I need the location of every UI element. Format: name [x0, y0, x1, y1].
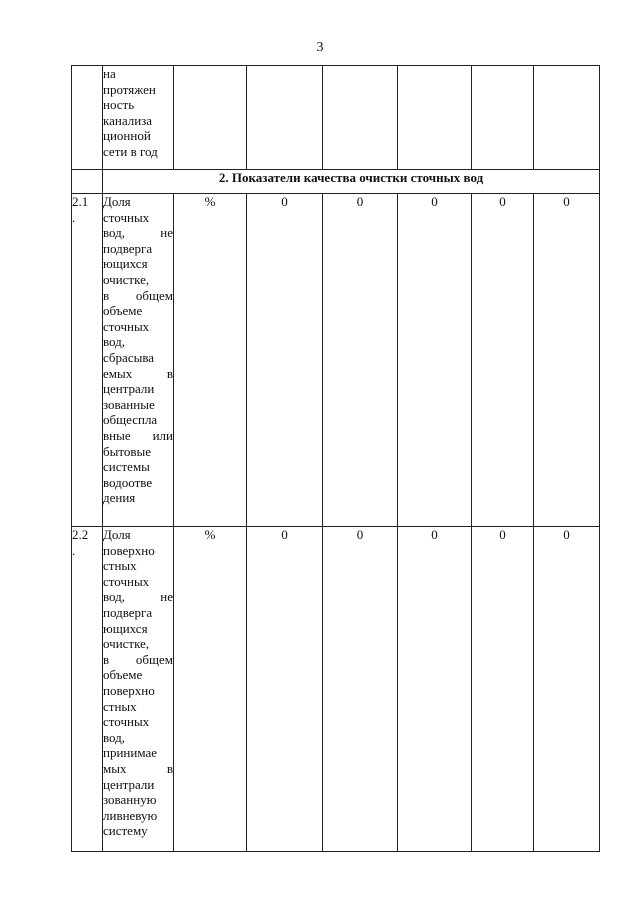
desc-line: бытовые	[103, 443, 152, 459]
unit-cell: %	[174, 527, 247, 852]
table-row-2-2	[72, 527, 600, 852]
row-number-text: 2.1 .	[72, 194, 89, 225]
desc-line: Доля	[103, 194, 131, 209]
desc-line: водоотве	[103, 474, 153, 490]
value-cell: 0	[534, 194, 600, 527]
desc-line: поверхно	[103, 682, 155, 698]
desc-line: подверга	[103, 604, 153, 620]
value-cell: 0	[247, 527, 323, 852]
top-row-desc-cell	[103, 66, 174, 170]
value-cell: 0	[472, 527, 534, 852]
top-row-unit-cell	[174, 66, 247, 170]
desc-line: сточных	[103, 318, 150, 334]
desc-line: зованную	[103, 792, 157, 808]
desc-line: в общем	[103, 287, 173, 303]
section-num-cell	[72, 170, 103, 194]
value-cell: 0	[247, 194, 323, 527]
desc-line: мых в	[103, 760, 173, 776]
value-cell: 0	[323, 194, 398, 527]
desc-line: на	[103, 66, 116, 81]
desc-line: сбрасыва	[103, 349, 155, 365]
row-number	[72, 527, 103, 852]
desc-line: очистке,	[103, 636, 150, 652]
desc-line: вод,	[103, 729, 126, 745]
desc-line: сточных	[103, 714, 150, 730]
desc-line: ливневую	[103, 807, 158, 823]
top-row-num-cell	[72, 66, 103, 170]
desc-line: ционной	[103, 128, 151, 144]
value-cell: 0	[472, 194, 534, 527]
desc-line: централи	[103, 381, 155, 397]
indicators-table	[71, 65, 600, 852]
top-row-value-cell	[472, 66, 534, 170]
desc-line: объеме	[103, 667, 143, 683]
desc-line: вные или	[103, 427, 173, 443]
desc-line: зованные	[103, 396, 155, 412]
desc-line: сточных	[103, 209, 150, 225]
page-number: 3	[316, 40, 324, 55]
desc-line: стных	[103, 558, 137, 574]
desc-line: канализа	[103, 112, 153, 128]
desc-line: принимае	[103, 745, 158, 761]
section-title: 2. Показатели качества очистки сточных вод	[103, 170, 600, 194]
desc-line: ющихся	[103, 620, 148, 636]
desc-line: централи	[103, 776, 155, 792]
top-row-value-cell	[398, 66, 472, 170]
desc-line: сточных	[103, 573, 150, 589]
value-cell: 0	[398, 194, 472, 527]
desc-line: системы	[103, 459, 150, 475]
desc-line: общеспла	[103, 412, 158, 428]
desc-line: стных	[103, 698, 137, 714]
top-row-value-cell	[534, 66, 600, 170]
top-row-value-cell	[323, 66, 398, 170]
desc-line: поверхно	[103, 542, 155, 558]
desc-line: систему	[103, 823, 148, 839]
desc-line: очистке,	[103, 271, 150, 287]
desc-line: подверга	[103, 240, 153, 256]
row-number-text: 2.2 .	[72, 527, 89, 558]
value-cell: 0	[323, 527, 398, 852]
desc-line: вод,	[103, 334, 126, 350]
desc-line: ющихся	[103, 256, 148, 272]
desc-line: дения	[103, 490, 136, 506]
desc-line: Доля	[103, 527, 131, 542]
table-row-top	[72, 66, 600, 170]
desc-line: в общем	[103, 651, 173, 667]
top-row-value-cell	[247, 66, 323, 170]
section-header-row	[72, 170, 600, 194]
row-number	[72, 194, 103, 527]
desc-line: ность	[103, 97, 135, 113]
desc-line: сети в год	[103, 143, 158, 159]
row-description	[103, 194, 174, 527]
unit-cell: %	[174, 194, 247, 527]
desc-line: объеме	[103, 303, 143, 319]
desc-line: вод, не	[103, 589, 173, 605]
value-cell: 0	[398, 527, 472, 852]
desc-line: вод, не	[103, 225, 173, 241]
value-cell: 0	[534, 527, 600, 852]
table-row-2-1	[72, 194, 600, 527]
desc-line: протяжен	[103, 81, 156, 97]
row-description	[103, 527, 174, 852]
desc-line: емых в	[103, 365, 173, 381]
